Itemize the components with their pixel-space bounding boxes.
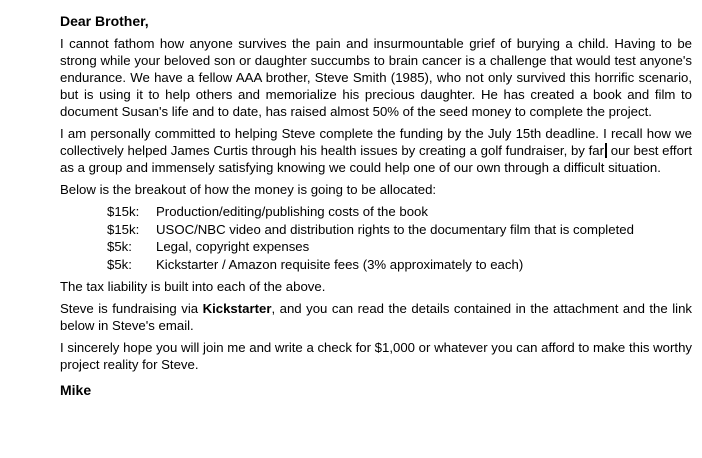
paragraph-intro: I cannot fathom how anyone survives the pain and insurmountable grief of burying a child. Having to be strong while your beloved son or daughter succumbs to brain cancer is a challenge that would test anyone's endurance. We have a fellow AAA brother, Steve Smith (1985), who not only survived this horrific scenario, but is using it to help others and memorialize his precious daughter. He has created a book and film to document Susan's life and to date, has raised almost 50% of the seed money to complete the project.: [60, 36, 692, 119]
breakdown-item: [107, 203, 692, 221]
paragraph-commitment-text-1: I am personally committed to helping Steve complete the funding by the July 15th deadline. I recall how we collectively helped James Curtis through his health issues by creating a golf fundraiser, by far: [60, 126, 692, 158]
breakdown-list: [107, 203, 692, 273]
breakdown-description: Kickstarter / Amazon requisite fees (3% approximately to each): [156, 256, 524, 272]
breakdown-intro: Below is the breakout of how the money is going to be allocated:: [60, 182, 437, 197]
fundraising-text-1: Steve is fundraising via: [60, 301, 203, 316]
breakdown-description: Production/editing/publishing costs of the book: [156, 204, 428, 219]
breakdown-description: Legal, copyright expenses: [156, 239, 310, 254]
breakdown-amount: $5k:: [107, 256, 132, 272]
breakdown-item: [107, 238, 692, 256]
signature: Mike: [60, 382, 92, 398]
breakdown-description: USOC/NBC video and distribution rights to the documentary film that is completed: [156, 221, 634, 237]
paragraph-commitment-text-2: our best effort as a group and immensely satisfying knowing we could help one of our own through a difficult situation.: [60, 143, 692, 175]
paragraph-fundraising: [60, 300, 692, 334]
salutation: Dear Brother,: [60, 13, 149, 29]
paragraph-closing: I sincerely hope you will join me and write a check for $1,000 or whatever you can afford to make this worthy project reality for Steve.: [60, 340, 692, 372]
breakdown-amount: $5k:: [107, 239, 132, 254]
tax-note: The tax liability is built into each of the above.: [60, 279, 326, 294]
kickstarter-label: Kickstarter: [202, 301, 272, 316]
breakdown-amount: $15k:: [107, 221, 140, 237]
breakdown-item: [107, 256, 692, 274]
breakdown-amount: $15k:: [107, 204, 140, 219]
fundraising-text-2: , and you can read the details contained in the attachment and the link below in Steve's email.: [60, 301, 693, 333]
letter-document[interactable]: [60, 12, 692, 400]
paragraph-commitment: [60, 125, 692, 176]
breakdown-item: [107, 221, 692, 239]
